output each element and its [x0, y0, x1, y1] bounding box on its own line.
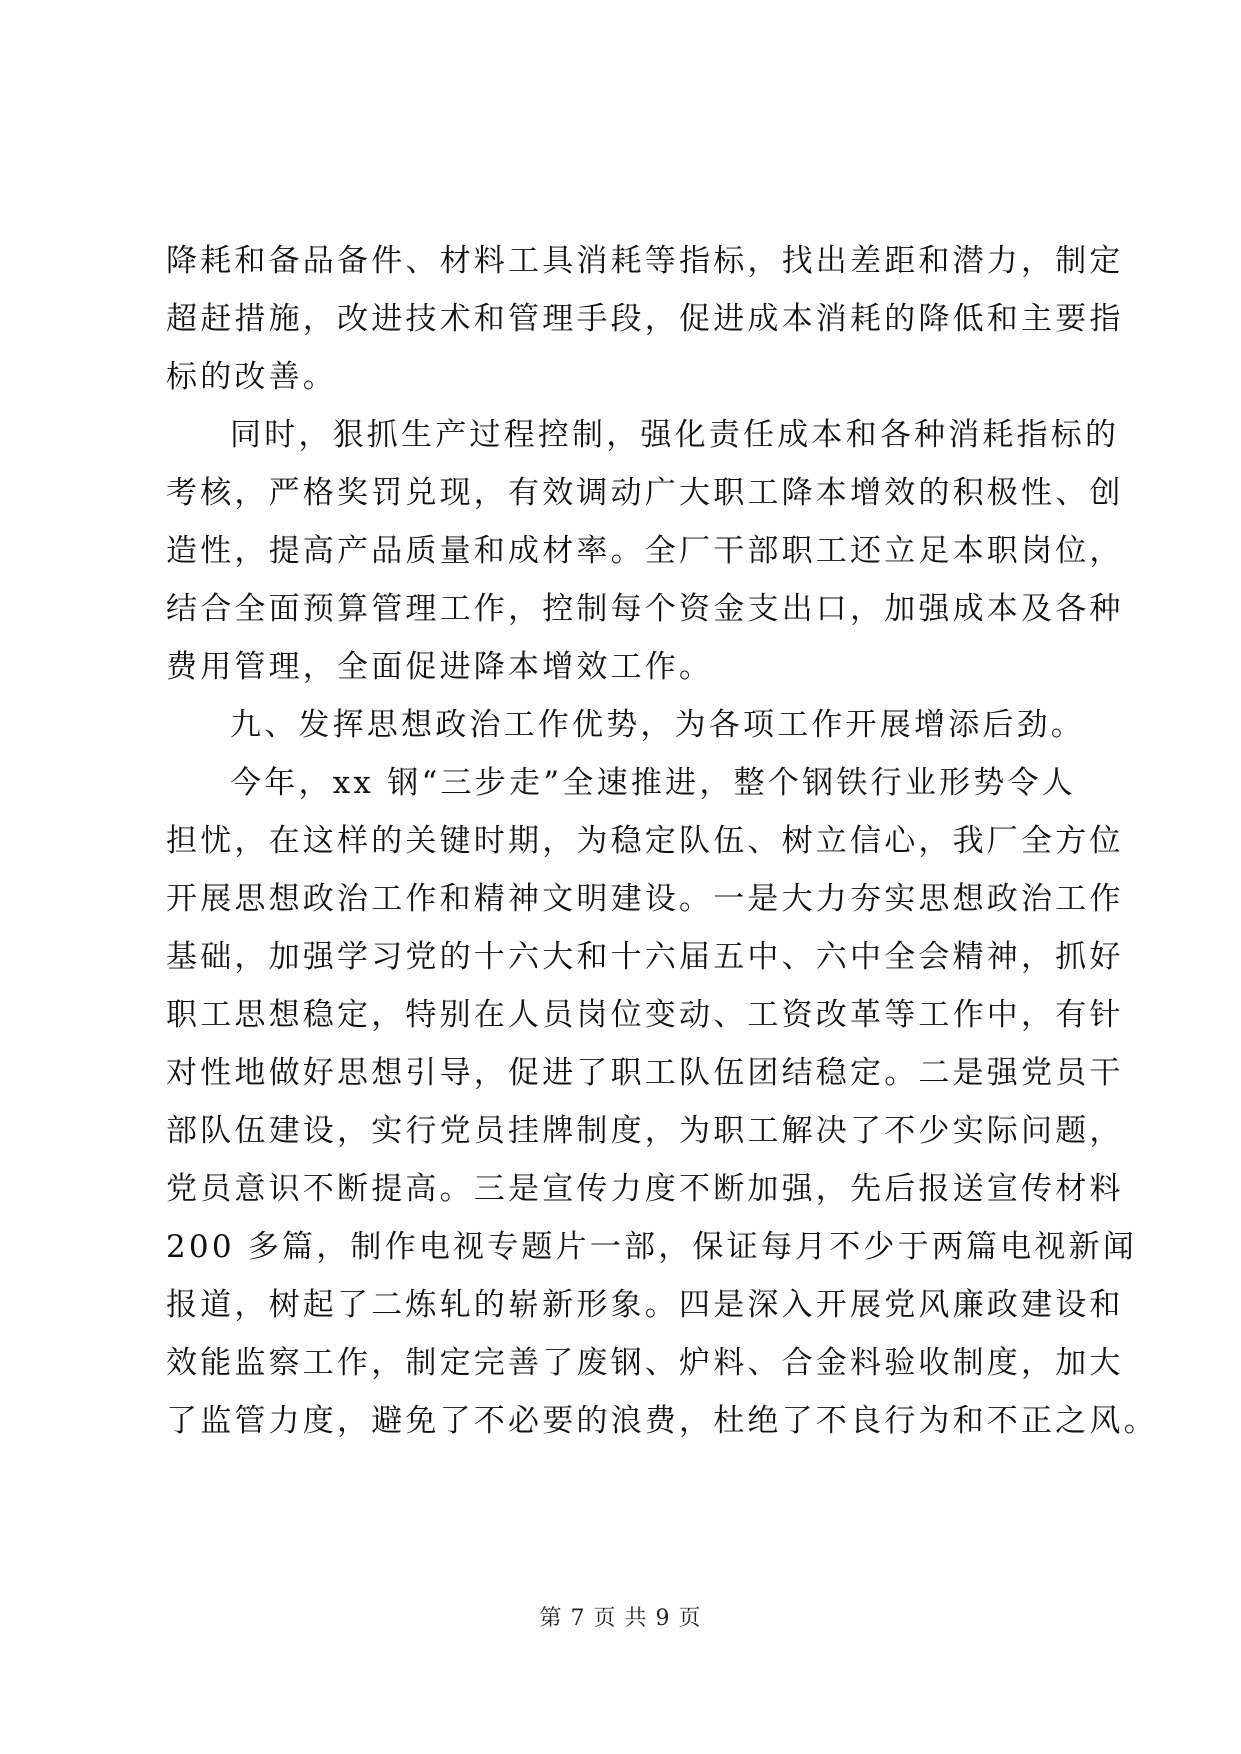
- text-line: 了监管力度，避免了不必要的浪费，杜绝了不良行为和不正之风。: [166, 1403, 1158, 1439]
- text-line: 基础，加强学习党的十六大和十六届五中、六中全会精神，抓好: [166, 939, 1124, 975]
- text-line: 超赶措施，改进技术和管理手段，促进成本消耗的降低和主要指: [166, 301, 1124, 337]
- text-line: 降耗和备品备件、材料工具消耗等指标，找出差距和潜力，制定: [166, 243, 1124, 279]
- paragraph-first-line: 同时，狠抓生产过程控制，强化责任成本和各种消耗指标的: [230, 417, 1120, 453]
- text-line: 考核，严格奖罚兑现，有效调动广大职工降本增效的积极性、创: [166, 475, 1124, 511]
- text-line: 担忧，在这样的关键时期，为稳定队伍、树立信心，我厂全方位: [166, 823, 1124, 859]
- text-line: 报道，树起了二炼轧的崭新形象。四是深入开展党风廉政建设和: [166, 1287, 1124, 1323]
- text-line: 结合全面预算管理工作，控制每个资金支出口，加强成本及各种: [166, 591, 1124, 627]
- text-line: 200 多篇，制作电视专题片一部，保证每月不少于两篇电视新闻: [166, 1229, 1138, 1265]
- text-line: 效能监察工作，制定完善了废钢、炉料、合金料验收制度，加大: [166, 1345, 1124, 1381]
- text-line: 费用管理，全面促进降本增效工作。: [166, 649, 714, 685]
- section-heading: 九、发挥思想政治工作优势，为各项工作开展增添后劲。: [230, 707, 1085, 743]
- text-line: 党员意识不断提高。三是宣传力度不断加强，先后报送宣传材料: [166, 1171, 1124, 1207]
- text-line: 开展思想政治工作和精神文明建设。一是大力夯实思想政治工作: [166, 881, 1124, 917]
- document-body: [166, 232, 1158, 1450]
- text-line: 部队伍建设，实行党员挂牌制度，为职工解决了不少实际问题，: [166, 1113, 1124, 1149]
- page-number-footer: 第 7 页 共 9 页: [539, 1606, 702, 1631]
- text-line: 职工思想稳定，特别在人员岗位变动、工资改革等工作中，有针: [166, 997, 1124, 1033]
- text-line: 造性，提高产品质量和成材率。全厂干部职工还立足本职岗位，: [166, 533, 1124, 569]
- text-line: 标的改善。: [166, 359, 337, 395]
- paragraph-first-line: 今年，xx 钢“三步走”全速推进，整个钢铁行业形势令人: [230, 765, 1076, 801]
- text-line: 对性地做好思想引导，促进了职工队伍团结稳定。二是强党员干: [166, 1055, 1124, 1091]
